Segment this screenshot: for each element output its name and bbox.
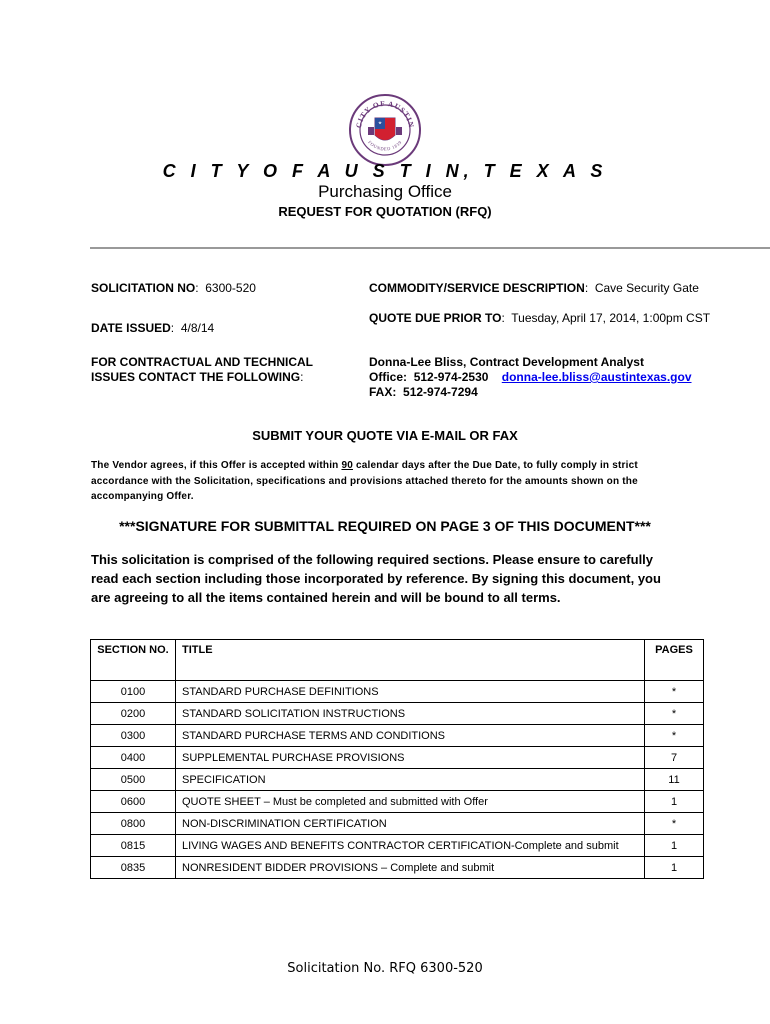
- contact-name: Donna-Lee Bliss, Contract Development Analyst: [369, 355, 644, 369]
- commodity-description: COMMODITY/SERVICE DESCRIPTION: Cave Security Gate: [369, 281, 699, 295]
- section-number: 0300: [91, 725, 176, 747]
- page-footer: Solicitation No. RFQ 6300-520: [287, 961, 483, 976]
- table-row: [91, 769, 704, 791]
- document-type-heading: REQUEST FOR QUOTATION (RFQ): [278, 204, 492, 219]
- header-pages: PAGES: [645, 640, 704, 681]
- section-title: LIVING WAGES AND BENEFITS CONTRACTOR CERTIFICATION-Complete and submit: [176, 835, 645, 857]
- quote-due-date: QUOTE DUE PRIOR TO: Tuesday, April 17, 2014, 1:00pm CST: [369, 311, 711, 325]
- solicitation-number: SOLICITATION NO: 6300-520: [91, 281, 256, 295]
- section-title: SPECIFICATION: [176, 769, 645, 791]
- signature-notice: ***SIGNATURE FOR SUBMITTAL REQUIRED ON PAGE 3 OF THIS DOCUMENT***: [119, 518, 651, 534]
- section-number: 0100: [91, 681, 176, 703]
- contact-label: FOR CONTRACTUAL AND TECHNICAL ISSUES CONTACT THE FOLLOWING:: [91, 355, 313, 384]
- table-row: [91, 703, 704, 725]
- table-row: [91, 681, 704, 703]
- contact-phone: 512-974-2530: [413, 370, 489, 384]
- section-pages: 1: [645, 835, 704, 857]
- date-issued: DATE ISSUED: 4/8/14: [91, 321, 215, 335]
- section-title: STANDARD SOLICITATION INSTRUCTIONS: [176, 703, 645, 725]
- table-row: [91, 791, 704, 813]
- table-row: [91, 835, 704, 857]
- table-row: [91, 813, 704, 835]
- section-pages: 1: [645, 791, 704, 813]
- section-title: NON-DISCRIMINATION CERTIFICATION: [176, 813, 645, 835]
- table-row: [91, 747, 704, 769]
- header-section: SECTION NO.: [91, 640, 176, 681]
- header-divider: [90, 247, 770, 249]
- section-number: 0500: [91, 769, 176, 791]
- table-row: [91, 725, 704, 747]
- section-pages: 7: [645, 747, 704, 769]
- contact-email-link[interactable]: donna-lee.bliss@austintexas.gov: [501, 370, 692, 384]
- table-row: [91, 857, 704, 879]
- sections-table: [90, 639, 704, 879]
- section-title: QUOTE SHEET – Must be completed and submitted with Offer: [176, 791, 645, 813]
- section-pages: *: [645, 681, 704, 703]
- office-heading: Purchasing Office: [318, 182, 452, 201]
- section-number: 0400: [91, 747, 176, 769]
- contact-details: Donna-Lee Bliss, Contract Development Analyst Office: 512-974-2530 donna-lee.bliss@austintexas.gov FAX: 512-974-7294: [369, 355, 692, 399]
- section-pages: *: [645, 725, 704, 747]
- section-pages: *: [645, 813, 704, 835]
- contact-fax: 512-974-7294: [403, 385, 478, 399]
- section-number: 0600: [91, 791, 176, 813]
- section-number: 0835: [91, 857, 176, 879]
- section-title: STANDARD PURCHASE DEFINITIONS: [176, 681, 645, 703]
- section-number: 0815: [91, 835, 176, 857]
- vendor-agreement: The Vendor agrees, if this Offer is accepted within 90 calendar days after the Due Date, to fully comply in strict accordance with the Solicitation, specifications and provisions attached thereto for the amounts shown on the accompanying Offer.: [91, 460, 638, 502]
- section-pages: 11: [645, 769, 704, 791]
- header-title: TITLE: [176, 640, 645, 681]
- submit-instructions: SUBMIT YOUR QUOTE VIA E-MAIL OR FAX: [252, 428, 518, 443]
- section-title: STANDARD PURCHASE TERMS AND CONDITIONS: [176, 725, 645, 747]
- section-pages: 1: [645, 857, 704, 879]
- section-number: 0200: [91, 703, 176, 725]
- section-title: SUPPLEMENTAL PURCHASE PROVISIONS: [176, 747, 645, 769]
- section-title: NONRESIDENT BIDDER PROVISIONS – Complete and submit: [176, 857, 645, 879]
- seal-top-text: CITY OF AUSTIN: [353, 98, 417, 129]
- city-heading: C I T Y O F A U S T I N, T E X A S: [162, 161, 608, 181]
- section-pages: *: [645, 703, 704, 725]
- sections-intro: This solicitation is comprised of the following required sections. Please ensure to carefully read each section including those incorporated by reference. By signing this document, you are agreeing to all the items contained herein and will be bound to all terms.: [91, 552, 661, 605]
- table-header-row: [91, 640, 704, 681]
- section-number: 0800: [91, 813, 176, 835]
- city-seal: [348, 93, 422, 167]
- seal-bottom-text: FOUNDED 1839: [367, 139, 403, 152]
